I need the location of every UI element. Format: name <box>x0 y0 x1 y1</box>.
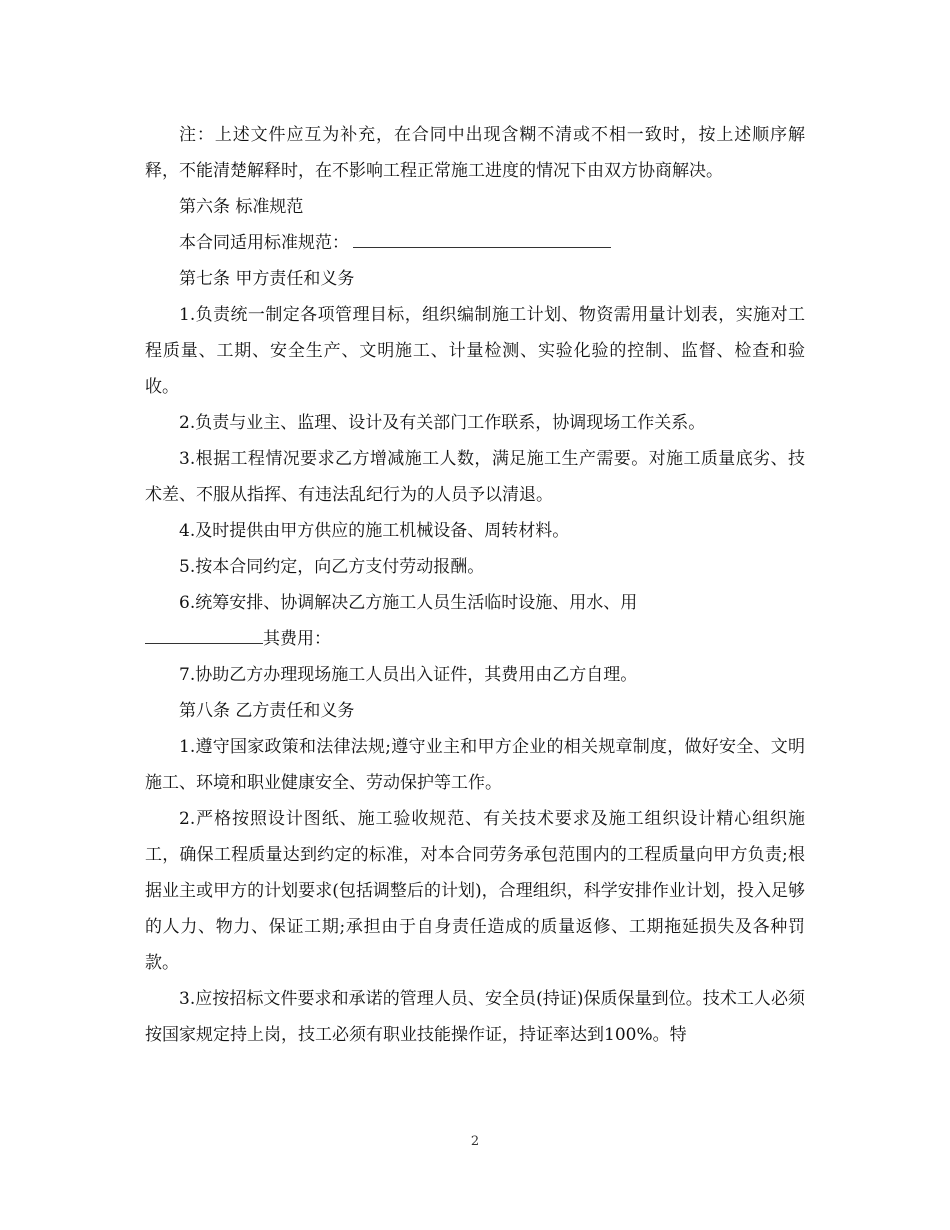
party-b-item-2: 2.严格按照设计图纸、施工验收规范、有关技术要求及施工组织设计精心组织施工，确保工程质量达到约定的标准，对本合同劳务承包范围内的工程质量向甲方负责;根据业主或甲方的计划要求(包括调整后的计划)，合理组织，科学安排作业计划，投入足够的人力、物力、保证工期;承担由于自身责任造成的质量返修、工期拖延损失及各种罚款。 <box>145 809 805 973</box>
party-a-item-1: 1.负责统一制定各项管理目标，组织编制施工计划、物资需用量计划表，实施对工程质量、工期、安全生产、文明施工、计量检测、实验化验的控制、监督、检查和验收。 <box>145 305 805 397</box>
party-b-item-3: 3.应按招标文件要求和承诺的管理人员、安全员(持证)保质保量到位。技术工人必须按国家规定持上岗，技工必须有职业技能操作证，持证率达到100%。特 <box>145 989 805 1045</box>
party-a-item-4: 4.及时提供由甲方供应的施工机械设备、周转材料。 <box>179 521 570 541</box>
party-a-item-6-continuation <box>145 621 805 657</box>
electricity-blank <box>145 623 263 644</box>
party-a-item-6: 6.统筹安排、协调解决乙方施工人员生活临时设施、用水、用 <box>179 593 638 613</box>
item-6-cost-label: 其费用： <box>263 629 331 649</box>
standard-spec-label: 本合同适用标准规范： <box>179 233 349 253</box>
standard-spec-blank <box>353 227 611 248</box>
party-a-item-5: 5.按本合同约定，向乙方支付劳动报酬。 <box>179 557 485 577</box>
page-number: 2 <box>470 1134 480 1149</box>
party-a-item-2: 2.负责与业主、监理、设计及有关部门工作联系，协调现场工作关系。 <box>179 413 706 433</box>
party-a-item-3: 3.根据工程情况要求乙方增减施工人数，满足施工生产需要。对施工质量底劣、技术差、不服从指挥、有违法乱纪行为的人员予以清退。 <box>145 449 805 505</box>
party-b-item-1: 1.遵守国家政策和法律法规;遵守业主和甲方企业的相关规章制度，做好安全、文明施工、环境和职业健康安全、劳动保护等工作。 <box>145 737 805 793</box>
note-paragraph: 注：上述文件应互为补充，在合同中出现含糊不清或不相一致时，按上述顺序解释，不能清楚解释时，在不影响工程正常施工进度的情况下由双方协商解决。 <box>145 125 805 181</box>
standard-spec-line <box>145 225 805 261</box>
article-6-heading: 第六条 标准规范 <box>179 197 304 217</box>
party-a-item-7: 7.协助乙方办理现场施工人员出入证件，其费用由乙方自理。 <box>179 665 638 685</box>
article-7-heading: 第七条 甲方责任和义务 <box>179 269 355 289</box>
document-body <box>145 117 805 1053</box>
article-8-heading: 第八条 乙方责任和义务 <box>179 701 355 721</box>
